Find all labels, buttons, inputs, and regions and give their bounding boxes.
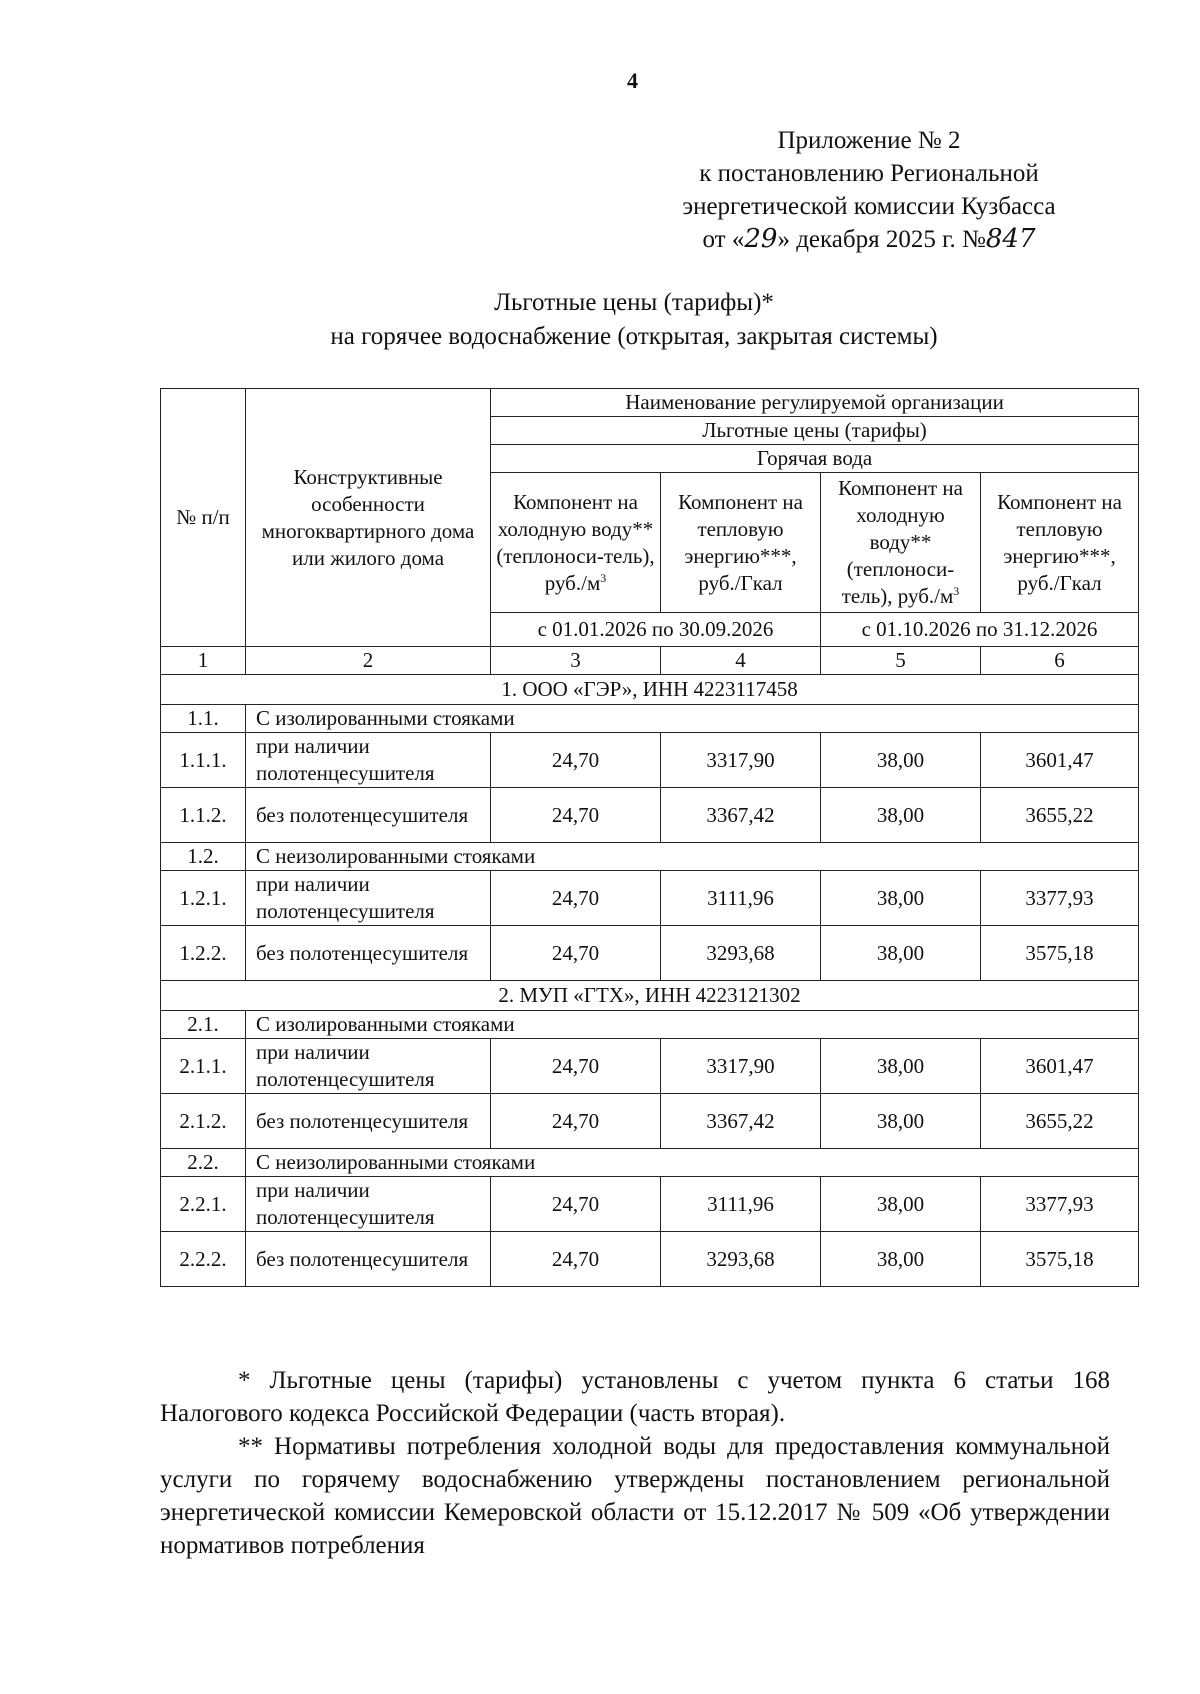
header-org-name: Наименование регулируемой организации [491,389,1139,417]
table-row [161,733,1139,788]
group-num: 1.1. [161,705,246,733]
header-hot-water: Горячая вода [491,445,1139,473]
value-cold-2: 38,00 [821,1177,981,1232]
group-label: С изолированными стояками [246,1011,1139,1039]
row-label: при наличии полотенцесушителя [246,1177,491,1232]
approval-block [634,124,1104,256]
group-num: 2.2. [161,1149,246,1177]
value-cold-2: 38,00 [821,1232,981,1287]
date-prefix: от « [702,226,745,253]
value-heat-2: 3377,93 [981,871,1139,926]
value-heat-1: 3317,90 [661,733,821,788]
value-cold-2: 38,00 [821,1094,981,1149]
value-heat-2: 3601,47 [981,1039,1139,1094]
row-num: 2.1.2. [161,1094,246,1149]
value-heat-1: 3367,42 [661,788,821,843]
row-label: без полотенцесушителя [246,788,491,843]
value-cold-1: 24,70 [491,733,661,788]
value-cold-2: 38,00 [821,1039,981,1094]
handwritten-day: 29 [744,224,778,254]
group-num: 2.1. [161,1011,246,1039]
footnote-2: ** Нормативы потребления холодной воды для предоставления коммунальной услуги по горячему водоснабжению утверждены постановлением региональной энергетической комиссии Кемеровской области от 15.12.2017 № 509 «Об утверждении нормативов потребления [160,1433,1110,1559]
header-period-1: с 01.01.2026 по 30.09.2026 [491,613,821,647]
value-heat-2: 3575,18 [981,926,1139,981]
table-row [161,1094,1139,1149]
value-cold-2: 38,00 [821,871,981,926]
group-label: С неизолированными стояками [246,1149,1139,1177]
row-num: 1.2.2. [161,926,246,981]
row-label: без полотенцесушителя [246,1232,491,1287]
value-heat-1: 3293,68 [661,1232,821,1287]
value-cold-2: 38,00 [821,926,981,981]
row-label: без полотенцесушителя [246,1094,491,1149]
table-row [161,788,1139,843]
group-num: 1.2. [161,843,246,871]
footnotes [160,1364,1110,1562]
col-num-4: 4 [661,647,821,675]
header-num: № п/п [161,389,246,647]
col-num-5: 5 [821,647,981,675]
header-comp-cold-1: Компонент на холодную воду** (теплоноси-тель), $руб./м^3$ [491,473,661,613]
value-cold-1: 24,70 [491,871,661,926]
title-line-2: на горячее водоснабжение (открытая, закрытая системы) [330,323,938,350]
col-num-3: 3 [491,647,661,675]
table-row [161,1232,1139,1287]
value-cold-2: 38,00 [821,788,981,843]
value-cold-1: 24,70 [491,1232,661,1287]
row-label: при наличии полотенцесушителя [246,1039,491,1094]
row-num: 1.1.2. [161,788,246,843]
row-label: без полотенцесушителя [246,926,491,981]
header-period-2: с 01.10.2026 по 31.12.2026 [821,613,1139,647]
value-heat-2: 3655,22 [981,1094,1139,1149]
col-num-1: 1 [161,647,246,675]
value-heat-2: 3575,18 [981,1232,1139,1287]
org-1-title: 1. ООО «ГЭР», ИНН 4223117458 [161,675,1139,705]
tariff-table [160,388,1139,1287]
col-num-6: 6 [981,647,1139,675]
header-comp-heat-2: Компонент на тепловую энергию***, руб./Гкал [981,473,1139,613]
date-mid: » декабря 2025 г. № [777,226,986,253]
value-cold-1: 24,70 [491,926,661,981]
value-heat-2: 3601,47 [981,733,1139,788]
handwritten-doc-number: 847 [985,224,1036,254]
org-2-title: 2. МУП «ГТХ», ИНН 4223121302 [161,981,1139,1011]
value-heat-1: 3111,96 [661,1177,821,1232]
row-num: 1.1.1. [161,733,246,788]
approval-date-line [634,223,1104,256]
row-label: при наличии полотенцесушителя [246,871,491,926]
row-num: 1.2.1. [161,871,246,926]
row-num: 2.1.1. [161,1039,246,1094]
header-prices: Льготные цены (тарифы) [491,417,1139,445]
value-cold-1: 24,70 [491,788,661,843]
value-heat-2: 3655,22 [981,788,1139,843]
row-num: 2.2.1. [161,1177,246,1232]
value-cold-1: 24,70 [491,1094,661,1149]
header-feature: Конструктивные особенности многоквартирного дома или жилого дома [246,389,491,647]
approval-line-3: энергетической комиссии Кузбасса [682,193,1056,220]
value-heat-1: 3367,42 [661,1094,821,1149]
document-title [0,286,1200,354]
title-line-1: Льготные цены (тарифы)* [494,289,774,316]
group-label: С неизолированными стояками [246,843,1139,871]
page-number: 4 [627,68,638,93]
header-comp-heat-1: Компонент на тепловую энергию***, руб./Гкал [661,473,821,613]
value-cold-1: 24,70 [491,1039,661,1094]
value-cold-1: 24,70 [491,1177,661,1232]
value-heat-2: 3377,93 [981,1177,1139,1232]
approval-line-2: к постановлению Региональной [699,160,1039,187]
appendix-label: Приложение № 2 [777,127,961,154]
table-row [161,1039,1139,1094]
table-row [161,1177,1139,1232]
row-label: при наличии полотенцесушителя [246,733,491,788]
table-row [161,926,1139,981]
value-heat-1: 3111,96 [661,871,821,926]
footnote-1: * Льготные цены (тарифы) установлены с учетом пункта 6 статьи 168 Налогового кодекса Российской Федерации (часть вторая). [160,1367,1110,1427]
col-num-2: 2 [246,647,491,675]
value-heat-1: 3317,90 [661,1039,821,1094]
row-num: 2.2.2. [161,1232,246,1287]
group-label: С изолированными стояками [246,705,1139,733]
header-comp-cold-2: Компонент на холодную воду** (теплоноси-тель), $руб./м^3$ [821,473,981,613]
table-row [161,871,1139,926]
value-cold-2: 38,00 [821,733,981,788]
value-heat-1: 3293,68 [661,926,821,981]
